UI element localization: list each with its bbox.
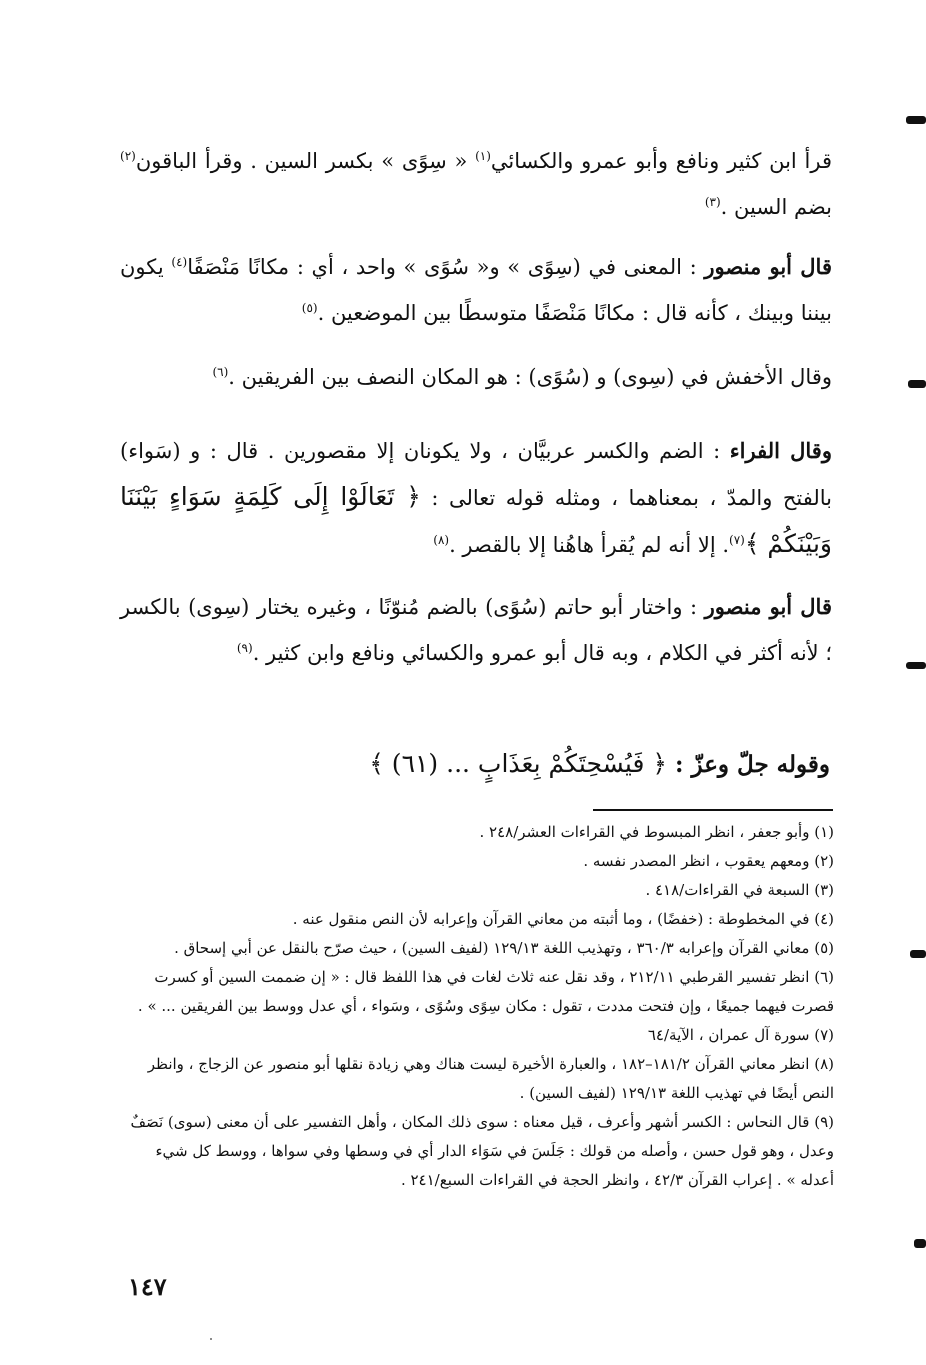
quran-quote: ﴿ تَعَالَوْا إِلَى كَلِمَةٍ سَوَاءٍ بَيْنَنَا وَبَيْنَكُمْ ﴾ [120, 482, 832, 558]
footnote-4: (٤) في المخطوطة : (خفضًا) ، وما أثبته من معاني القرآن وإعرابه لأن النص منقول عنه . [292, 910, 834, 928]
footnote-reference: (٨) [433, 533, 450, 547]
paragraph-lead: قال أبو منصور [704, 594, 832, 619]
footnote-3: (٣) السبعة في القراءات/٤١٨ . [645, 881, 834, 899]
paragraph-text: وقال الأخفش في (سِوى) و (سُوًى) : هو المكان النصف بين الفريقين . [228, 365, 832, 389]
footnote-reference: (١) [475, 149, 491, 163]
footnote-reference: (٦) [212, 365, 229, 379]
scan-edge-mark [910, 950, 926, 958]
paragraph-text: « سِوًى » بكسر السين . وقرأ الباقون [135, 149, 476, 173]
footnote-reference: (٥) [301, 301, 318, 315]
footnote-9: (٩) قال النحاس : الكسر أشهر وأعرف ، قيل معناه : سوى ذلك المكان ، وأهل التفسير على أن معنى (سوى) نَصَفٌ وعدل ، وهو قول حسن ، وأصله من قولك : جَلَسَ في سَوَاء الدار أي في وسطها وفي سواها ، ووسط كل شيء أعدله » . إعراب القرآن ٤٢/٣ ، وانظر الحجة في القراءات السبع/٢٤١ . [130, 1113, 834, 1189]
paragraph-text: قرأ ابن كثير ونافع وأبو عمرو والكسائي [490, 149, 832, 173]
paragraph-text: : المعنى في (سِوًى » و« سُوًى » واحد ، أي : مكانًا مَنْصَفًا [187, 255, 705, 279]
footnote-reference: (٢) [120, 149, 136, 163]
paragraph-lead: وقال الفراء [729, 438, 832, 463]
footnote-reference: (٣) [704, 195, 721, 209]
footnotes [124, 818, 834, 1195]
paragraph-3 [120, 354, 832, 400]
verse-heading-quote: ﴿ فَيُسْحِتَكُمْ بِعَذَابٍ ... (٦١) ﴾ [369, 749, 667, 778]
paragraph-text: بضم السين . [720, 195, 832, 219]
footnote-reference: (٩) [236, 641, 253, 655]
scan-edge-mark [906, 662, 926, 669]
footnote-separator [593, 809, 833, 811]
footnote-8: (٨) انظر معاني القرآن ١٨١/٢–١٨٢ ، والعبارة الأخيرة ليست هناك وهي زيادة نقلها أبو منصور عن الزجاج ، وانظر النص أيضًا في تهذيب اللغة ١٢٩/١٣ (لفيف السين) . [147, 1055, 834, 1102]
paragraph-text: يكون بيننا وبينك ، كأنه قال : مكانًا مَنْصَفًا متوسطًا بين الموضعين . [120, 255, 832, 325]
paragraph-4 [120, 428, 832, 568]
footnote-6: (٦) انظر تفسير القرطبي ٢١٢/١١ ، وقد نقل عنه ثلاث لغات في هذا اللفظ قال : « إن ضممت السين أو كسرت قصرت فيهما جميعًا ، وإن فتحت مددت ، تقول : مكان سِوًى وسُوًى ، وسَواء ، أي عدل ووسط بين الفريقين ... » . [137, 968, 834, 1015]
footnote-reference: (٧) [729, 533, 745, 547]
paragraph-text: : واختار أبو حاتم (سُوًى) بالضم مُنوّنًا ، وغيره يختار (سِوى) بالكسر ؛ لأنه أكثر في الكلام ، وبه قال أبو عمرو والكسائي ونافع وابن كثير . [120, 595, 832, 665]
scan-edge-mark [914, 1239, 926, 1248]
verse-heading-prefix: وقوله جلّ وعزّ : [667, 751, 830, 778]
paragraph-lead: قال أبو منصور [704, 254, 832, 279]
scan-edge-mark [906, 116, 926, 124]
footnote-reference: (٤) [171, 255, 188, 269]
paragraph-text: : الضم والكسر عربيَّان ، ولا يكونان إلا مقصورين . قال : و (سَواء) بالفتح والمدّ ، بمعناهما ، ومثله قوله تعالى : [120, 439, 832, 510]
footnote-1: (١) وأبو جعفر ، انظر المبسوط في القراءات العشر/٢٤٨ . [479, 823, 834, 841]
page-number: ١٤٧ [128, 1272, 167, 1301]
paragraph-text: . إلا أنه لم يُقرأ هاهُنا إلا بالقصر . [449, 533, 729, 557]
footnote-2: (٢) ومعهم يعقوب ، انظر المصدر نفسه . [583, 852, 834, 870]
verse-heading [240, 742, 830, 787]
paragraph-1 [120, 138, 832, 230]
scan-edge-mark [908, 380, 926, 388]
footnote-5: (٥) معاني القرآن وإعرابه ٣٦٠/٣ ، وتهذيب اللغة ١٢٩/١٣ (لفيف السين) ، حيث صرّح بالنقل عن أبي إسحاق . [174, 939, 834, 957]
paragraph-2 [120, 244, 832, 336]
paragraph-5 [120, 584, 832, 676]
footnote-7: (٧) سورة آل عمران ، الآية/٦٤ [647, 1026, 834, 1044]
scan-speck [210, 1338, 212, 1340]
